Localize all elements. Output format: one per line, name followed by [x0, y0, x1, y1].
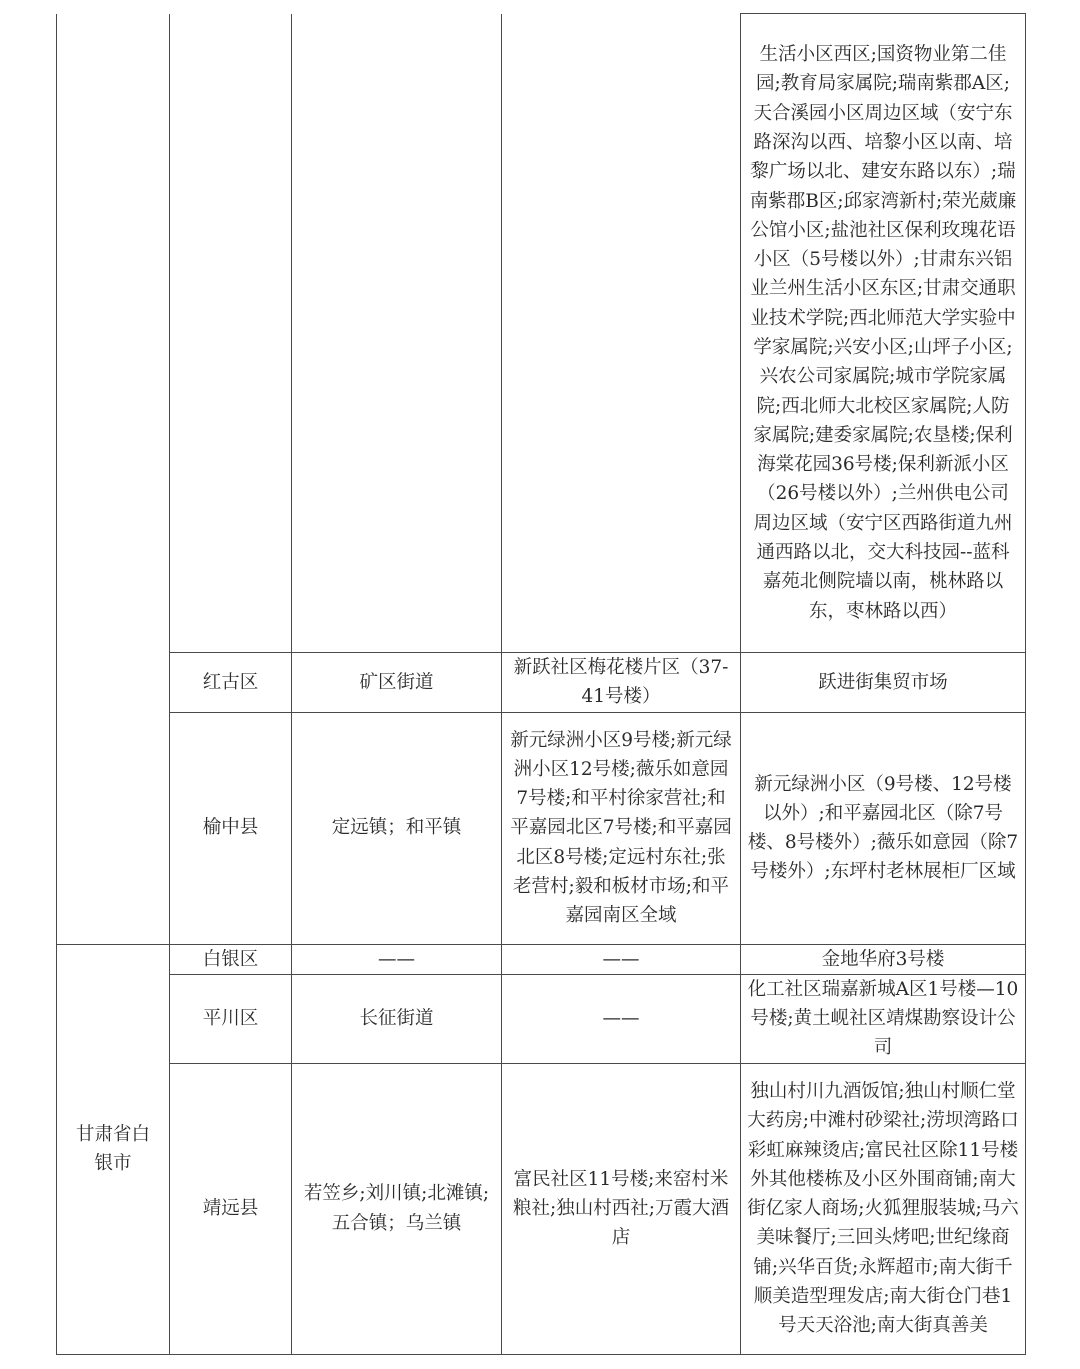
high-risk-cell [502, 653, 741, 713]
medium-risk-cell [741, 712, 1026, 944]
street-cell [292, 712, 502, 944]
district-cell [170, 653, 292, 713]
district-name: 靖远县 [202, 1198, 259, 1220]
table-row-pingchuan [57, 974, 1026, 1063]
table-row-jingyuan [57, 1063, 1026, 1354]
high-risk-areas: —— [602, 948, 640, 970]
risk-area-table [56, 13, 1026, 1355]
table-row-yuzhong [57, 712, 1026, 944]
street-name: 若笠乡;刘川镇;北滩镇;五合镇；乌兰镇 [303, 1183, 490, 1234]
high-risk-areas: 富民社区11号楼;来窑村米粮社;独山村西社;万霞大酒店 [513, 1168, 729, 1249]
street-name: —— [378, 948, 415, 970]
high-risk-cell [502, 1063, 741, 1354]
district-cell [170, 712, 292, 944]
medium-risk-areas: 新元绿洲小区（9号楼、12号楼以外）;和平嘉园北区（除7号楼、8号楼外）;薇乐如意园（除7号楼外）;东坪村老林展柜厂区域 [747, 773, 1019, 883]
high-risk-cell [502, 14, 741, 653]
medium-risk-areas: 化工社区瑞嘉新城A区1号楼—10号楼;黄土岘社区靖煤勘察设计公司 [747, 978, 1019, 1059]
district-cell [170, 944, 292, 974]
high-risk-areas: —— [602, 1008, 640, 1030]
district-name: 红古区 [202, 671, 259, 693]
district-name: 榆中县 [202, 817, 259, 839]
street-name: 定远镇；和平镇 [331, 817, 462, 839]
street-cell [292, 974, 502, 1063]
street-cell [292, 1063, 502, 1354]
city-name: 甘肃省白银市 [75, 1123, 150, 1175]
medium-risk-cell [741, 14, 1026, 653]
street-name: 长征街道 [359, 1008, 434, 1030]
high-risk-areas: 新跃社区梅花楼片区（37-41号楼） [513, 657, 729, 708]
medium-risk-cell [741, 974, 1026, 1063]
district-cell [170, 974, 292, 1063]
street-name: 矿区街道 [359, 671, 434, 693]
city-cell-lanzhou [57, 14, 170, 945]
high-risk-areas: 新元绿洲小区9号楼;新元绿洲小区12号楼;薇乐如意园7号楼;和平村徐家营社;和平嘉园北区7号楼;和平嘉园北区8号楼;定远村东社;张老营村;毅和板材市场;和平嘉园南区全域 [510, 729, 732, 927]
district-name: 平川区 [202, 1008, 259, 1030]
street-cell [292, 14, 502, 653]
city-cell-baiyin [57, 944, 170, 1354]
table-row-lanzhou-continued [57, 14, 1026, 653]
table-row-honggu [57, 653, 1026, 713]
medium-risk-cell [741, 653, 1026, 713]
district-cell [170, 14, 292, 653]
table-row-baiyin-district [57, 944, 1026, 974]
high-risk-cell [502, 712, 741, 944]
high-risk-cell [502, 944, 741, 974]
medium-risk-areas: 跃进街集贸市场 [818, 671, 948, 693]
district-cell [170, 1063, 292, 1354]
high-risk-cell [502, 974, 741, 1063]
medium-risk-cell [741, 944, 1026, 974]
medium-risk-areas: 金地华府3号楼 [821, 948, 945, 970]
medium-risk-areas: 独山村川九酒饭馆;独山村顺仁堂大药房;中滩村砂梁社;涝坝湾路口彩虹麻辣烫店;富民社区除11号楼外其他楼栋及小区外围商铺;南大街亿家人商场;火狐狸服装城;马六美味餐厅;三回头烤吧;世纪缘商铺;兴华百货;永辉超市;南大街千顺美造型理发店;南大街仓门巷1号天天浴池;南大街真善美 [747, 1080, 1019, 1337]
street-cell [292, 653, 502, 713]
medium-risk-areas: 生活小区西区;国资物业第二佳园;教育局家属院;瑞南紫郡A区;天合溪园小区周边区域（安宁东路深沟以西、培黎小区以南、培黎广场以北、建安东路以东）;瑞南紫郡B区;邱家湾新村;荣光葳廉公馆小区;盐池社区保利玫瑰花语小区（5号楼以外）;甘肃东兴铝业兰州生活小区东区;甘肃交通职业技术学院;西北师范大学实验中学家属院;兴安小区;山坪子小区;兴农公司家属院;城市学院家属院;西北师大北校区家属院;人防家属院;建委家属院;农垦楼;保利海棠花园36号楼;保利新派小区（26号楼以外）;兰州供电公司周边区域（安宁区西路街道九州通西路以北，交大科技园--蓝科嘉苑北侧院墙以南，桃林路以东，枣林路以西） [749, 44, 1017, 622]
medium-risk-cell [741, 1063, 1026, 1354]
street-cell [292, 944, 502, 974]
district-name: 白银区 [202, 948, 259, 970]
